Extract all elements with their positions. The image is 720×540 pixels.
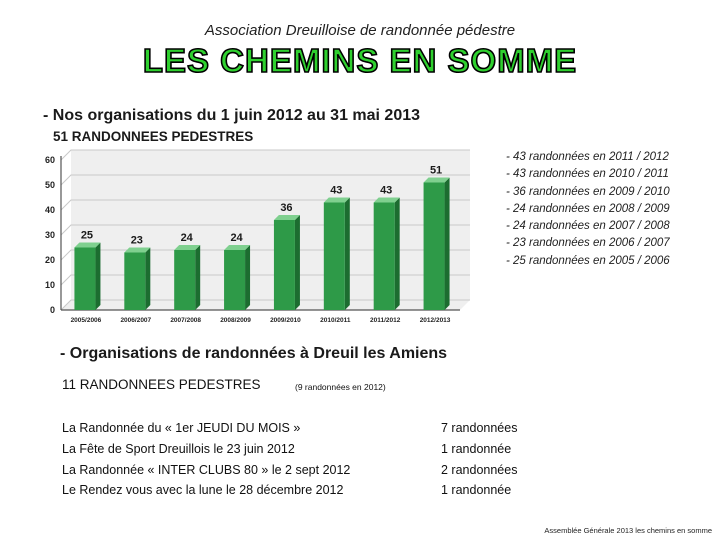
history-item: - 24 randonnées en 2007 / 2008 bbox=[506, 220, 670, 233]
bar bbox=[224, 250, 245, 310]
y-tick-label: 20 bbox=[44, 255, 55, 265]
section2-note: (9 randonnées en 2012) bbox=[295, 382, 386, 392]
history-item: - 25 randonnées en 2005 / 2006 bbox=[506, 254, 670, 267]
y-tick-label: 60 bbox=[44, 155, 55, 165]
history-item: - 43 randonnées en 2011 / 2012 bbox=[506, 151, 669, 163]
bar bbox=[324, 203, 345, 311]
x-tick-label: 2012/2013 bbox=[419, 317, 451, 324]
bar-side bbox=[295, 215, 300, 310]
y-tick-label: 0 bbox=[49, 305, 55, 315]
event-name: La Fête de Sport Dreuillois le 23 juin 2012 bbox=[62, 441, 295, 456]
chart-wall bbox=[61, 150, 470, 310]
data-label: 24 bbox=[230, 232, 243, 244]
history-list bbox=[506, 149, 670, 270]
bar-side bbox=[445, 178, 450, 311]
history-item: - 43 randonnées en 2010 / 2011 bbox=[506, 168, 669, 181]
bar-side bbox=[195, 245, 200, 310]
data-label: 23 bbox=[130, 234, 143, 247]
x-tick-label: 2008/2009 bbox=[220, 317, 251, 324]
y-tick-label: 50 bbox=[44, 180, 55, 190]
data-label: 43 bbox=[380, 184, 393, 197]
section1-title: - Nos organisations du 1 juin 2012 au 31 mai 2013 bbox=[43, 107, 421, 124]
x-tick-label: 2011/2012 bbox=[370, 317, 401, 324]
event-count: 1 randonnée bbox=[441, 441, 512, 456]
event-name: La Randonnée du « 1er JEUDI DU MOIS » bbox=[62, 421, 301, 435]
data-label: 25 bbox=[80, 229, 94, 242]
x-tick-label: 2005/2006 bbox=[70, 317, 102, 324]
bar-side bbox=[145, 248, 150, 311]
footer-caption: Assemblée Générale 2013 les chemins en somme bbox=[544, 526, 712, 535]
bar bbox=[424, 183, 445, 311]
section1-subtitle: 51 RANDONNEES PEDESTRES bbox=[53, 129, 254, 144]
x-tick-label: 2006/2007 bbox=[120, 317, 152, 324]
section2-title: - Organisations de randonnées à Dreuil les Amiens bbox=[60, 345, 448, 362]
x-tick-label: 2009/2010 bbox=[270, 317, 301, 324]
bar bbox=[374, 203, 395, 311]
event-count: 2 randonnées bbox=[441, 462, 518, 477]
history-item: - 24 randonnées en 2008 / 2009 bbox=[506, 202, 670, 215]
association-name: Association Dreuilloise de randonnée pédestre bbox=[204, 22, 516, 39]
bar-side bbox=[345, 198, 350, 311]
bar-side bbox=[95, 243, 100, 311]
bar-side bbox=[245, 245, 250, 310]
event-count: 7 randonnées bbox=[441, 421, 518, 435]
event-count: 1 randonnée bbox=[441, 483, 512, 498]
bar bbox=[74, 248, 95, 311]
bar-chart bbox=[25, 146, 480, 330]
event-name: La Randonnée « INTER CLUBS 80 » le 2 sept 2012 bbox=[62, 462, 351, 477]
bar-side bbox=[395, 198, 400, 311]
history-item: - 23 randonnées en 2006 / 2007 bbox=[506, 237, 670, 250]
banner-title: LES CHEMINS EN SOMME bbox=[142, 42, 578, 79]
data-label: 24 bbox=[180, 232, 193, 244]
data-label: 36 bbox=[280, 202, 293, 214]
history-item: - 36 randonnées en 2009 / 2010 bbox=[506, 185, 670, 198]
event-count-list bbox=[441, 418, 517, 501]
event-list bbox=[62, 418, 350, 501]
y-tick-label: 10 bbox=[44, 280, 55, 290]
data-label: 51 bbox=[429, 164, 443, 177]
event-name: Le Rendez vous avec la lune le 28 décembre 2012 bbox=[62, 483, 344, 498]
x-tick-label: 2007/2008 bbox=[170, 317, 202, 324]
bar bbox=[124, 253, 145, 311]
x-tick-label: 2010/2011 bbox=[320, 317, 351, 324]
bar bbox=[174, 250, 195, 310]
section2-subtitle: 11 RANDONNEES PEDESTRES bbox=[62, 377, 261, 392]
data-label: 43 bbox=[330, 184, 343, 197]
bar bbox=[274, 220, 295, 310]
y-tick-label: 40 bbox=[44, 205, 55, 215]
y-tick-label: 30 bbox=[44, 230, 55, 240]
